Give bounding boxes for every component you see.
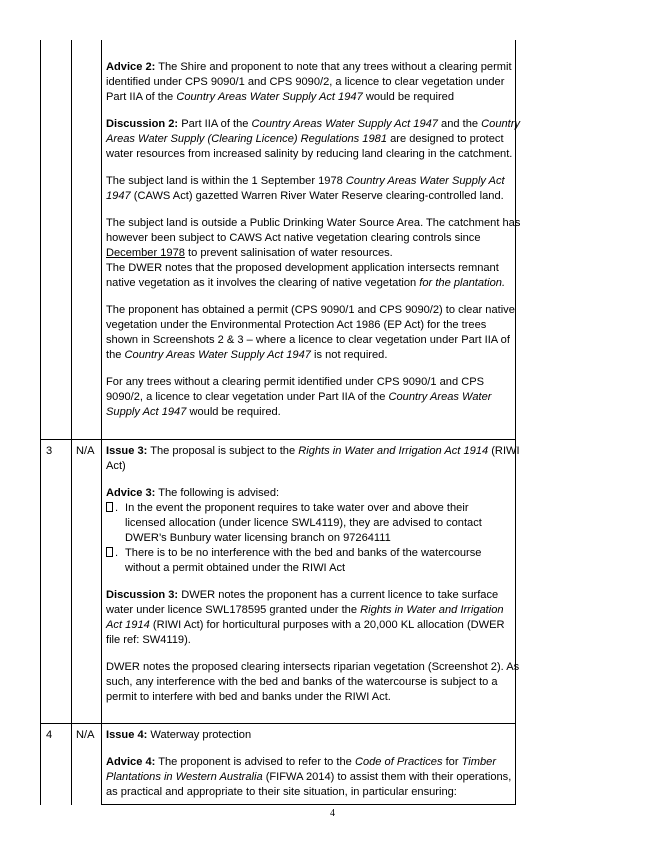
paragraph-gap xyxy=(106,474,520,486)
text-line xyxy=(106,216,520,231)
text-line xyxy=(106,348,520,363)
text-run: vegetation under the Environmental Protection Act 1986 (EP Act) for the trees xyxy=(106,319,487,331)
table-border-col1 xyxy=(71,40,72,805)
italic-citation: Country Areas Water Supply Act 1947 xyxy=(176,91,363,103)
italic-citation: Country Areas Water Supply Act xyxy=(345,175,505,187)
paragraph-gap xyxy=(106,363,520,375)
bold-label: Issue 3: xyxy=(106,445,148,457)
text-run: would be required xyxy=(362,91,455,103)
text-run: identified under CPS 9090/1 and CPS 9090/2, a licence to clear vegetation under xyxy=(106,76,505,88)
text-run: (RIWI Act) for horticultural purposes with a 20,000 KL allocation (DWER xyxy=(149,619,505,631)
text-line xyxy=(106,618,520,633)
text-run: Part IIA of the xyxy=(106,91,177,103)
text-run: 9090/2, a licence to clear vegetation under Part IIA of the xyxy=(106,391,389,403)
text-line xyxy=(106,603,520,618)
italic-citation: Rights in Water and Irrigation Act 1914 xyxy=(298,445,489,457)
text-line xyxy=(106,588,520,603)
text-run: are designed to protect xyxy=(387,133,504,145)
text-line xyxy=(106,459,520,474)
text-line xyxy=(106,60,520,75)
text-line xyxy=(106,405,520,420)
text-run: and the xyxy=(437,118,482,130)
text-run: (CAWS Act) gazetted Warren River Water Reserve clearing-controlled land. xyxy=(130,190,504,202)
text-line xyxy=(106,231,520,246)
row-status-4: N/A xyxy=(76,729,95,741)
page-number: 4 xyxy=(330,808,335,819)
italic-citation: 1947 xyxy=(106,190,131,202)
text-run: shown in Screenshots 2 & 3 – where a licence to clear vegetation under Part IIA of xyxy=(106,334,510,346)
bullet-box-icon xyxy=(106,502,113,512)
text-run: water under licence SWL178595 granted under the xyxy=(106,604,361,616)
italic-citation: Country Areas Water xyxy=(388,391,492,403)
text-run: for xyxy=(442,756,462,768)
text-line xyxy=(106,770,511,785)
text-run: however been subject to CAWS Act native vegetation clearing controls since xyxy=(106,232,481,244)
text-run: water resources from increased salinity by reducing land clearing in the catchment. xyxy=(106,148,513,160)
italic-citation: Country Areas Water Supply Act 1947 xyxy=(251,118,438,130)
paragraph-gap xyxy=(106,743,511,755)
text-run: Waterway protection xyxy=(147,729,252,741)
bullet-marker: . xyxy=(115,502,119,514)
bold-label: Advice 3: xyxy=(106,487,156,499)
text-run: DWER notes the proposed clearing intersects riparian vegetation (Screenshot 2). As xyxy=(106,661,520,673)
text-line xyxy=(106,728,511,743)
text-line xyxy=(106,117,520,132)
italic-citation: Timber xyxy=(461,756,497,768)
bullet-item-continuation xyxy=(106,516,520,531)
bold-label: Discussion 2: xyxy=(106,118,179,130)
text-line xyxy=(106,444,520,459)
text-run: (RIWI xyxy=(488,445,520,457)
text-run: The subject land is within the 1 September 1978 xyxy=(106,175,346,187)
text-line xyxy=(106,147,520,162)
text-run: such, any interference with the bed and banks of the watercourse is subject to a xyxy=(106,676,498,688)
bullet-text: DWER’s Bunbury water licensing branch on 97264111 xyxy=(125,532,391,544)
text-line xyxy=(106,303,520,318)
bullet-item-continuation xyxy=(106,531,520,546)
text-line xyxy=(106,246,520,261)
bold-label: Issue 4: xyxy=(106,729,148,741)
text-run: For any trees without a clearing permit identified under CPS 9090/1 and CPS xyxy=(106,376,485,388)
text-run: file ref: SW4119). xyxy=(106,634,191,646)
text-line xyxy=(106,333,520,348)
text-run: DWER notes the proponent has a current licence to take surface xyxy=(178,589,499,601)
italic-citation: Rights in Water and Irrigation xyxy=(360,604,504,616)
row-divider-4 xyxy=(40,723,516,724)
text-run: permit to interfere with bed and banks under the RIWI Act. xyxy=(106,691,391,703)
bullet-text: In the event the proponent requires to take water over and above their xyxy=(125,502,469,514)
text-line xyxy=(106,375,520,390)
text-line xyxy=(106,690,520,705)
text-line xyxy=(106,174,520,189)
paragraph-gap xyxy=(106,576,520,588)
text-run: The DWER notes that the proposed development application intersects remnant xyxy=(106,262,499,274)
italic-citation: Code of Practices xyxy=(354,756,443,768)
text-line xyxy=(106,675,520,690)
text-run: would be required. xyxy=(186,406,281,418)
bullet-text: licensed allocation (under licence SWL4119), they are advised to contact xyxy=(125,517,482,529)
text-line xyxy=(106,785,511,800)
text-run: The following is advised: xyxy=(155,487,280,499)
bold-label: Discussion 3: xyxy=(106,589,179,601)
bullet-marker: . xyxy=(115,547,119,559)
bullet-item xyxy=(106,501,520,516)
text-line xyxy=(106,660,520,675)
text-line xyxy=(106,90,520,105)
italic-citation: Act 1914 xyxy=(106,619,150,631)
bold-label: Advice 2: xyxy=(106,61,156,73)
bullet-text: without a permit obtained under the RIWI Act xyxy=(125,562,346,574)
table-border-col2 xyxy=(101,40,102,805)
paragraph-gap xyxy=(106,105,520,117)
text-run: Part IIA of the xyxy=(178,118,252,130)
text-line xyxy=(106,755,511,770)
text-line xyxy=(106,75,520,90)
row-number-4: 4 xyxy=(46,729,53,741)
bullet-item xyxy=(106,546,520,561)
text-line xyxy=(106,132,520,147)
bullet-text: There is to be no interference with the bed and banks of the watercourse xyxy=(125,547,482,559)
table-border-bottom xyxy=(101,804,516,805)
text-run: (FIFWA 2014) to assist them with their operations, xyxy=(262,771,512,783)
italic-citation: Plantations in Western Australia xyxy=(106,771,263,783)
underlined-text: December 1978 xyxy=(106,247,185,259)
row-2-content xyxy=(106,60,520,420)
table-border-left xyxy=(40,40,41,805)
italic-citation: Areas Water Supply (Clearing Licence) Regulations 1981 xyxy=(106,133,387,145)
row-3-content xyxy=(106,444,520,705)
paragraph-gap xyxy=(106,204,520,216)
text-run: as practical and appropriate to their site situation, in particular ensuring: xyxy=(106,786,457,798)
text-run: to prevent salinisation of water resources. xyxy=(184,247,393,259)
text-run: The Shire and proponent to note that any trees without a clearing permit xyxy=(155,61,512,73)
text-line xyxy=(106,276,520,291)
italic-citation: for the plantation. xyxy=(419,277,506,289)
row-number-3: 3 xyxy=(46,445,53,457)
text-run: native vegetation as it involves the clearing of native vegetation xyxy=(106,277,420,289)
text-run: The proposal is subject to the xyxy=(147,445,299,457)
text-line xyxy=(106,390,520,405)
text-line xyxy=(106,486,520,501)
bold-label: Advice 4: xyxy=(106,756,156,768)
text-line xyxy=(106,633,520,648)
text-run: The proponent has obtained a permit (CPS 9090/1 and CPS 9090/2) to clear native xyxy=(106,304,515,316)
text-run: the xyxy=(106,349,125,361)
paragraph-gap xyxy=(106,162,520,174)
paragraph-gap xyxy=(106,648,520,660)
paragraph-gap xyxy=(106,291,520,303)
text-line xyxy=(106,318,520,333)
bullet-item-continuation xyxy=(106,561,520,576)
row-status-3: N/A xyxy=(76,445,95,457)
text-line xyxy=(106,261,520,276)
italic-citation: Country xyxy=(481,118,521,130)
text-run: The proponent is advised to refer to the xyxy=(155,756,355,768)
text-run: The subject land is outside a Public Drinking Water Source Area. The catchment has xyxy=(106,217,521,229)
row-divider-3 xyxy=(40,439,516,440)
text-run: Act) xyxy=(106,460,126,472)
bullet-box-icon xyxy=(106,547,113,557)
italic-citation: Country Areas Water Supply Act 1947 xyxy=(124,349,311,361)
text-run: is not required. xyxy=(310,349,388,361)
italic-citation: Supply Act 1947 xyxy=(106,406,187,418)
row-4-content xyxy=(106,728,511,800)
text-line xyxy=(106,189,520,204)
